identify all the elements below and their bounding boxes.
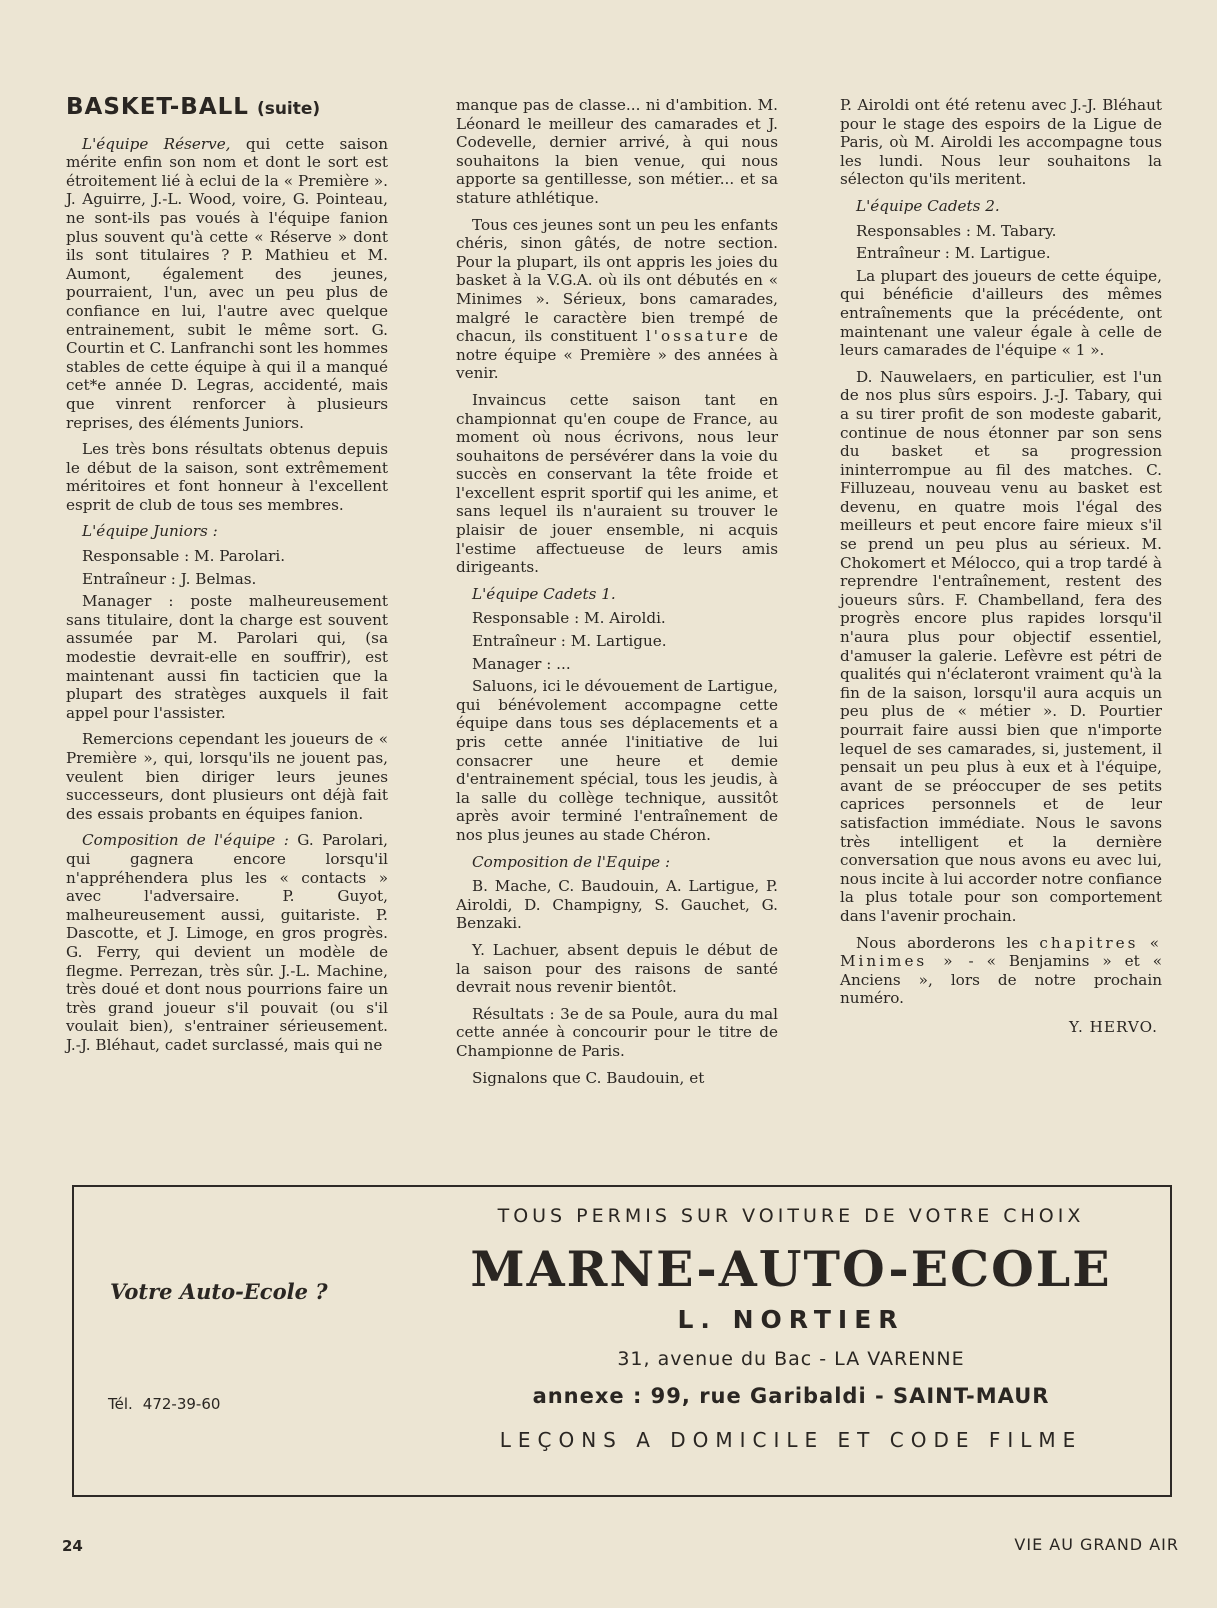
ad-tel-number: 472-39-60 bbox=[142, 1395, 221, 1413]
signalons-paragraph: Signalons que C. Baudouin, et bbox=[472, 1068, 705, 1087]
minimes-word: « Minimes » bbox=[840, 933, 1163, 971]
aborderons-end: - « Benjamins » et « Anciens », lors de notre prochain numéro. bbox=[840, 952, 1162, 1008]
cadets1-entraineur: Entraîneur : M. Lartigue. bbox=[472, 632, 667, 651]
ad-address: 31, avenue du Bac - LA VARENNE bbox=[617, 1348, 965, 1370]
cadets1-manager: Manager : ... bbox=[472, 654, 571, 673]
article-column-1 bbox=[66, 96, 388, 1063]
airoldi-paragraph: P. Airoldi ont été retenu avec J.-J. Bléhaut pour le stage des espoirs de la Ligue de Paris, où M. Airoldi les accompagne tous les lundi. Nous leur souhaitons la sélecton qu'ils meritent. bbox=[840, 96, 1162, 189]
headline-title: BASKET-BALL bbox=[66, 94, 249, 120]
chapitres-word: chapitres bbox=[1039, 933, 1139, 952]
ad-permis-line: TOUS PERMIS SUR VOITURE DE VOTRE CHOIX bbox=[497, 1205, 1085, 1227]
article-column-3 bbox=[840, 96, 1162, 1045]
aborderons-start: Nous aborderons les bbox=[856, 933, 1029, 952]
juniors-composition-lead: Composition de l'équipe : bbox=[82, 831, 289, 850]
ad-question: Votre Auto-Ecole ? bbox=[110, 1279, 328, 1304]
juniors-responsable: Responsable : M. Parolari. bbox=[82, 547, 286, 566]
cadets1-composition-heading: Composition de l'Equipe : bbox=[472, 852, 671, 871]
juniors-composition-text: G. Parolari, qui gagnera encore lorsqu'il n'appréhendera plus les « contacts » avec l'adversaire. P. Guyot, malheureusement aussi, guitariste. P. Dascotte, et J. Limoge, en gros progrès. G. Ferry, qui devient un modèle de flegme. Perrezan, très sûr. J.-L. Machine, très doué et dont nous pourrions faire un très grand joueur s'il pouvait (ou s'il voulait bien), s'entrainer sérieusement. J.-J. Bléhaut, cadet surclassé, mais qui ne bbox=[66, 831, 388, 1054]
article-headline bbox=[66, 94, 388, 120]
lachuer-paragraph: Y. Lachuer, absent depuis le début de la saison pour des raisons de santé devrait nous revenir bientôt. bbox=[456, 940, 778, 997]
invaincus-paragraph: Invaincus cette saison tant en championnat qu'en coupe de France, au moment où nous écrivons, nous leur souhaitons de persévérer dans la voie du succès en conservant la tête froide et l'excellent esprit sportif qui les anime, et sans lequel ils n'auraient su trouver le plaisir de jouer ensemble, ni acquis l'estime affectueuse de leurs amis dirigeants. bbox=[456, 390, 778, 577]
jeunes-paragraph bbox=[456, 216, 778, 383]
ad-telephone bbox=[108, 1395, 220, 1413]
ad-school-name: MARNE-AUTO-ECOLE bbox=[470, 1240, 1112, 1298]
ad-main-block bbox=[446, 1187, 1136, 1452]
cadets2-heading: L'équipe Cadets 2. bbox=[856, 196, 1000, 215]
juniors-entraineur: Entraîneur : J. Belmas. bbox=[82, 569, 257, 588]
page-number: 24 bbox=[62, 1537, 83, 1555]
cadets1-composition-list: B. Mache, C. Baudouin, A. Lartigue, P. Airoldi, D. Champigny, S. Gauchet, G. Benzaki. bbox=[456, 877, 778, 933]
jeunes-text: Tous ces jeunes sont un peu les enfants chéris, sinon gâtés, de notre section. Pour la plupart, ils ont appris les joies du basket à la V.G.A. où ils ont débutés en « Minimes ». Sérieux, bons camarades, malgré le caractère bien trempé de chacun, ils constituent bbox=[456, 215, 778, 346]
cadets2-responsable: Responsables : M. Tabary. bbox=[856, 221, 1057, 240]
publication-title: VIE AU GRAND AIR bbox=[1014, 1535, 1179, 1554]
juniors-composition-paragraph bbox=[66, 831, 388, 1054]
article-column-2 bbox=[456, 96, 778, 1095]
ad-annexe-address: annexe : 99, rue Garibaldi - SAINT-MAUR bbox=[532, 1384, 1050, 1408]
reserve-text: qui cette saison mérite enfin son nom et dont le sort est étroitement lié à eclui de la « Première ». J. Aguirre, J.-L. Wood, voire, G. Pointeau, ne sont-ils pas voués à l'équipe fanion plus souvent qu'à cette « Réserve » dont ils sont titulaires ? P. Mathieu et M. Aumont, également des jeunes, pourraient, l'un, avec un peu plus de confiance en lui, l'autre avec quelque entrainement, subit le même sort. G. Courtin et C. Lanfranchi sont les hommes stables de cette équipe à qui il a manqué cet*e année D. Legras, accidenté, mais que vinrent renforcer à plusieurs reprises, des éléments Juniors. bbox=[66, 134, 388, 432]
plupart-paragraph: La plupart des joueurs de cette équipe, qui bénéficie d'ailleurs des mêmes entraînements que la précédente, ont maintenant une valeur égale à celle de leurs camarades de l'équipe « 1 ». bbox=[840, 266, 1162, 360]
remercions-paragraph: Remercions cependant les joueurs de « Première », qui, lorsqu'ils ne jouent pas, veulent bien diriger leurs jeunes successeurs, dont plusieurs ont déjà fait des essais probants en équipes fanion. bbox=[66, 730, 388, 823]
saluons-paragraph: Saluons, ici le dévouement de Lartigue, qui bénévolement accompagne cette équipe dans tous ses déplacements et a pris cette année l'initiative de lui consacrer une heure et demie d'entrainement spécial, tous les jeudis, à la salle du collège technique, aussitôt après avoir terminé l'entraînement de nos plus jeunes au stade Chéron. bbox=[456, 677, 778, 844]
results-paragraph: Les très bons résultats obtenus depuis le début de la saison, sont extrêmement méritoires et font honneur à l'excellent esprit de club de tous ses membres. bbox=[66, 440, 388, 514]
reserve-lead: L'équipe Réserve, bbox=[82, 134, 231, 153]
ad-owner-name: L. NORTIER bbox=[677, 1305, 905, 1334]
nauwelaers-paragraph: D. Nauwelaers, en particulier, est l'un de nos plus sûrs espoirs. J.-J. Tabary, qui a su tirer profit de son modeste gabarit, continue de nous étonner par son sens du basket et sa progression ininterrompue au fil des matches. C. Filluzeau, nouveau venu au basket est devenu, en quatre mois l'égal des meilleurs et peut encore faire mieux s'il se prend un peu plus au sérieux. M. Chokomert et Mélocco, qui a trop tardé à reprendre l'entraînement, restent des joueurs sûrs. F. Chambelland, fera des progrès encore plus rapides lorsqu'il n'aura plus pour objectif essentiel, d'amuser la galerie. Lefèvre est pétri de qualités qui n'éclateront vraiment qu'à la fin de la saison, lorsqu'il aura acquis un peu plus de « métier ». D. Pourtier pourrait faire aussi bien que n'importe lequel de ses camarades, si, justement, il pensait un peu plus à eux et à l'équipe, avant de se préoccuper de ses petits caprices personnels et de leur satisfaction immédiate. Nous le savons très intelligent et la dernière conversation que nous avons eu avec lui, nous incite à lui accorder notre confiance la plus totale pour son comportement dans l'avenir prochain. bbox=[840, 367, 1162, 925]
reserve-paragraph bbox=[66, 135, 388, 433]
cadets1-responsable: Responsable : M. Airoldi. bbox=[472, 609, 666, 628]
cadets2-entraineur: Entraîneur : M. Lartigue. bbox=[856, 244, 1051, 263]
ad-lecons-line: LEÇONS A DOMICILE ET CODE FILME bbox=[499, 1428, 1083, 1452]
driving-school-advertisement bbox=[72, 1185, 1172, 1497]
continuation-paragraph: manque pas de classe... ni d'ambition. M. Léonard le meilleur des camarades et J. Codevelle, dernier arrivé, à qui nous souhaitons la bien venue, qui nous apporte sa gentillesse, son métier... et sa stature athlétique. bbox=[456, 96, 778, 207]
ad-tel-label: Tél. bbox=[108, 1395, 133, 1413]
aborderons-paragraph bbox=[840, 934, 1162, 1008]
juniors-heading: L'équipe Juniors : bbox=[82, 522, 218, 541]
headline-suffix: (suite) bbox=[256, 99, 321, 119]
cadets1-heading: L'équipe Cadets 1. bbox=[472, 584, 616, 603]
jeunes-text-end: de notre équipe « Première » des années à venir. bbox=[456, 327, 778, 383]
author-signature: Y. HERVO. bbox=[1068, 1017, 1158, 1036]
ossature-word: l'ossature bbox=[645, 327, 751, 346]
resultats-paragraph: Résultats : 3e de sa Poule, aura du mal cette année à concourir pour le titre de Championne de Paris. bbox=[456, 1004, 778, 1060]
manager-paragraph: Manager : poste malheureusement sans titulaire, dont la charge est souvent assumée par M. Parolari qui, (sa modestie devrait-elle en souffrir), est maintenant aussi fin tacticien que la plupart des stratèges auxquels il fait appel pour l'assister. bbox=[66, 592, 388, 722]
